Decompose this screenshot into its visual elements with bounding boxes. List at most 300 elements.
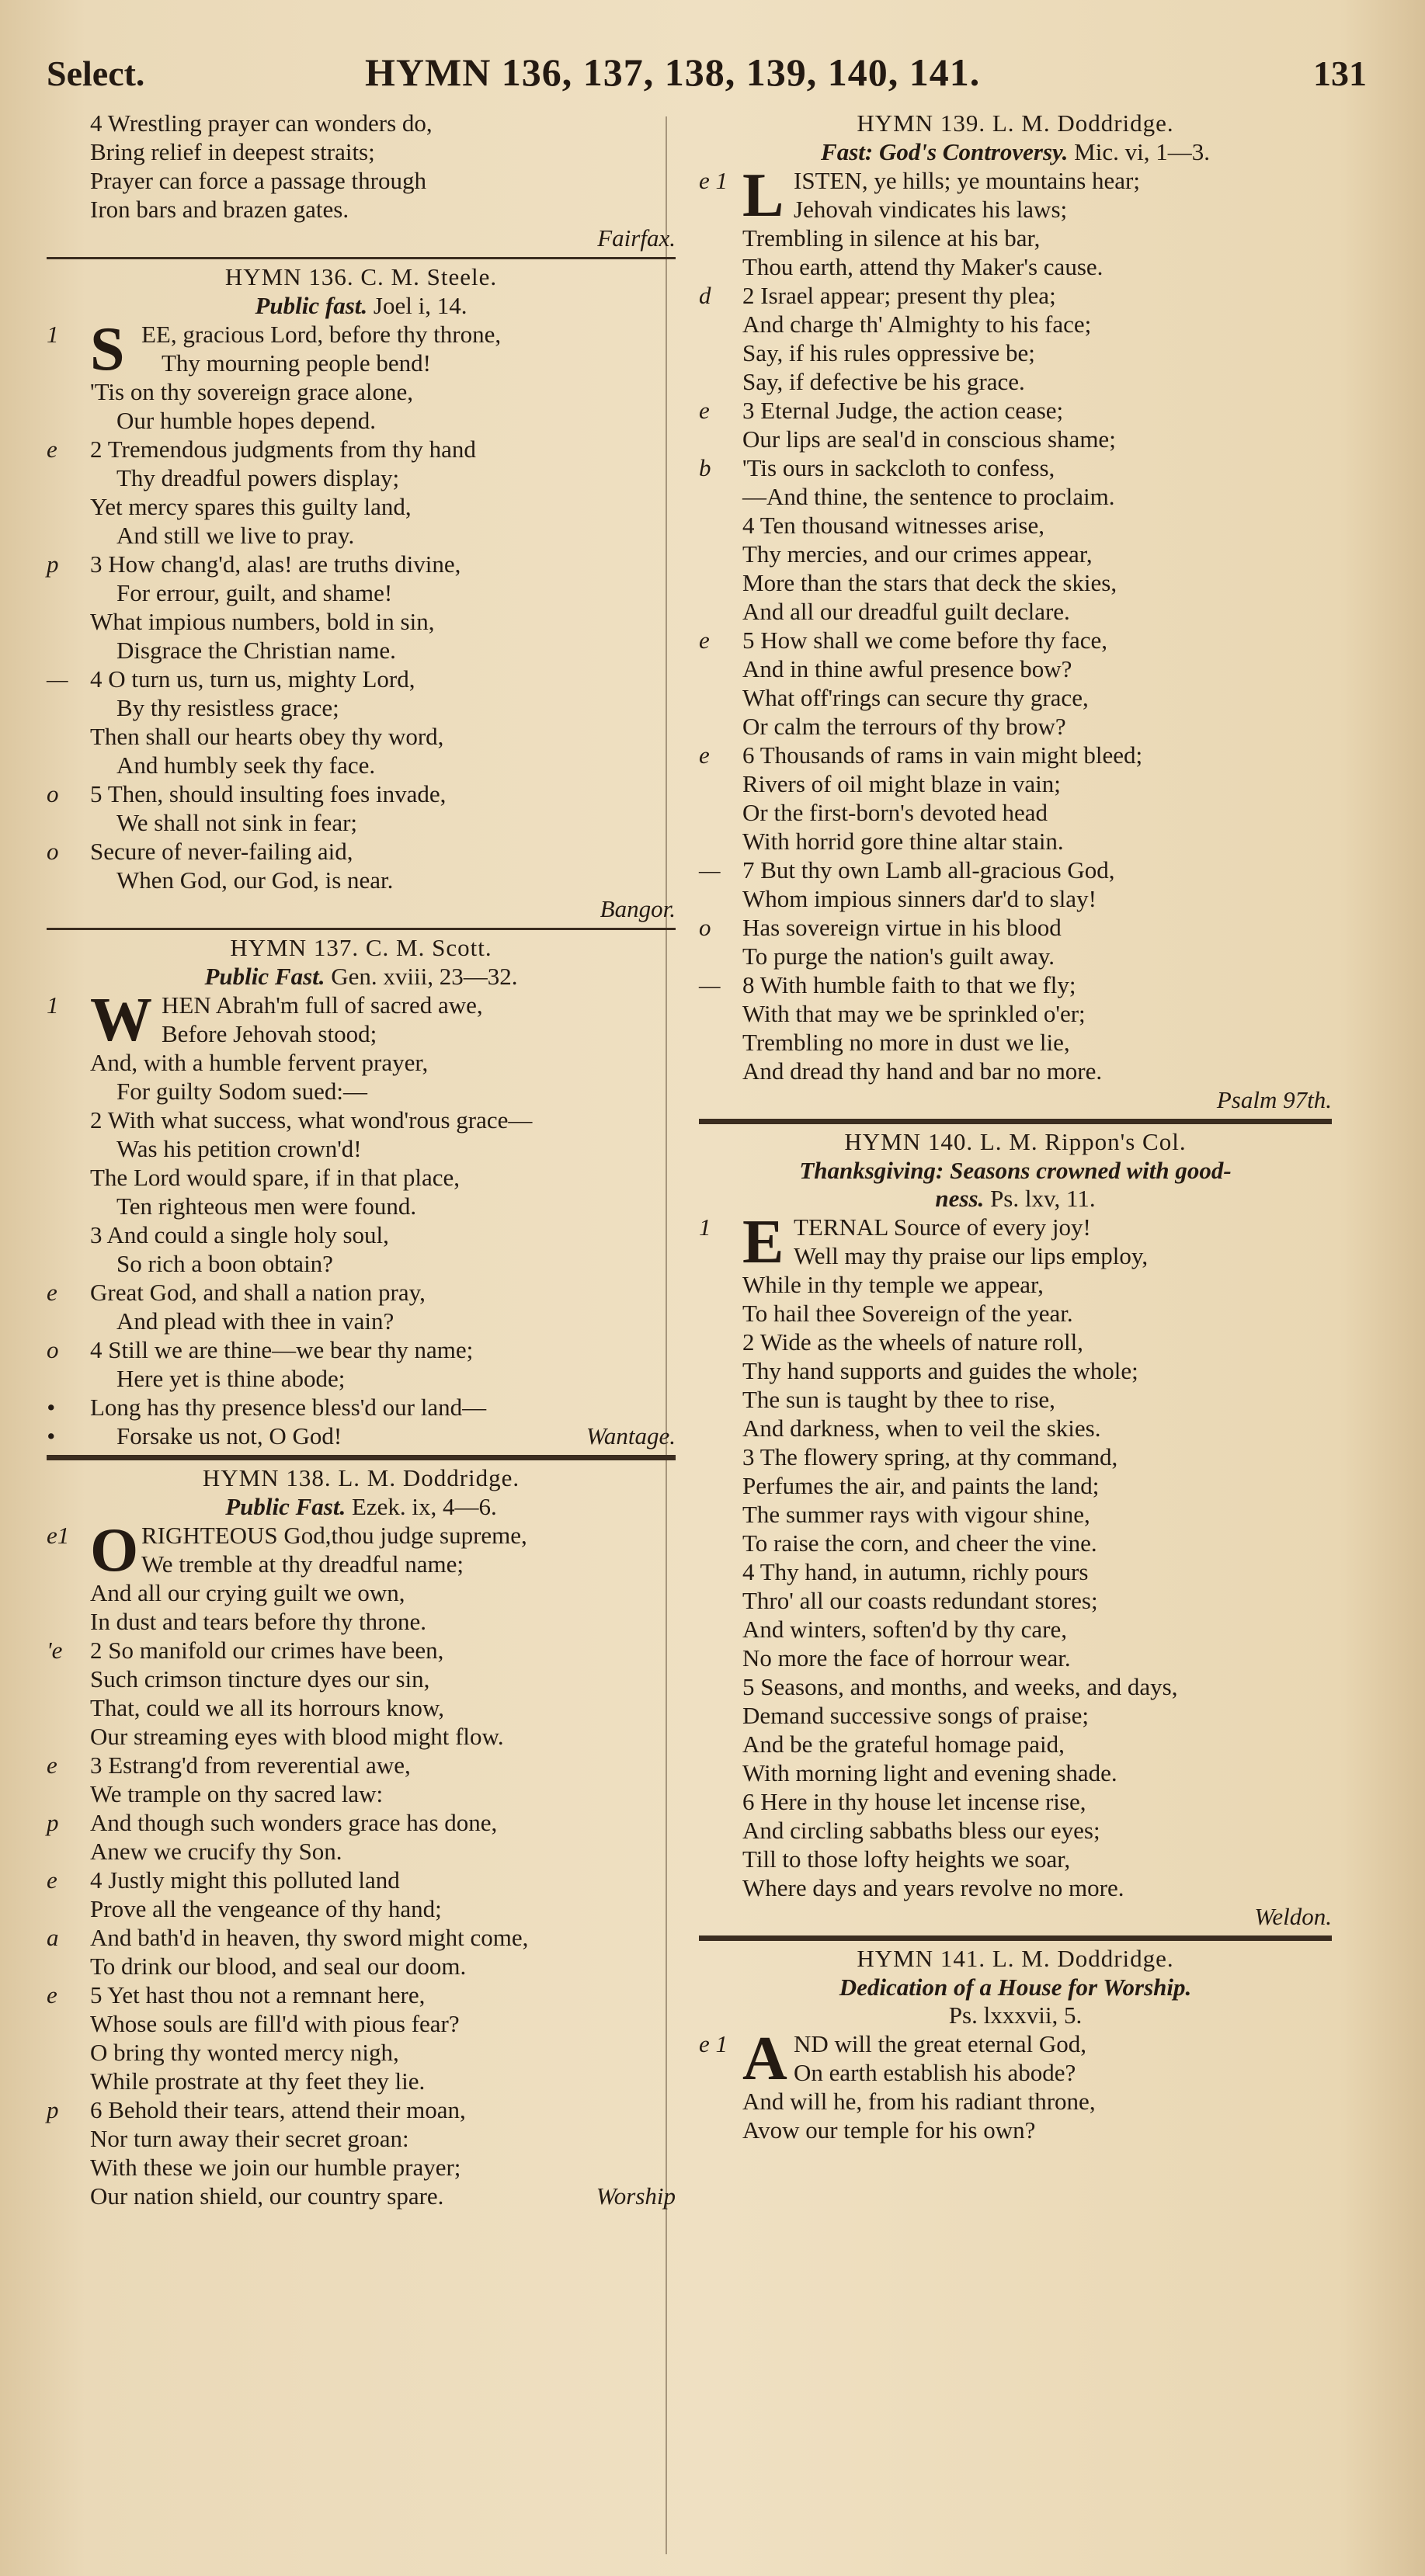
hymn-heading: HYMN 136. C. M. Steele.	[224, 263, 498, 290]
verse-line	[699, 1471, 1332, 1500]
verse-text: Trembling no more in dust we lie,	[742, 1029, 1070, 1056]
verse-text: We tremble at thy dreadful name;	[141, 1550, 464, 1578]
verse-line	[699, 1270, 1332, 1299]
verse-line	[699, 1873, 1332, 1902]
tune-name: Wantage.	[586, 1422, 676, 1449]
verse-text: 2 Israel appear; present thy plea;	[742, 282, 1056, 309]
drop-cap: S	[90, 315, 125, 384]
verse-text: And plead with thee in vain?	[116, 1307, 394, 1335]
verse-text: The sun is taught by thee to rise,	[742, 1386, 1055, 1413]
verse-text: Our lips are seal'd in conscious shame;	[742, 425, 1116, 453]
verse-text: Say, if his rules oppressive be;	[742, 339, 1035, 366]
verse-text: With that may we be sprinkled o'er;	[742, 1000, 1086, 1027]
hymn-occasion	[47, 1493, 676, 1521]
verse-text: The summer rays with vigour shine,	[742, 1501, 1090, 1528]
verse-line	[47, 166, 676, 195]
verse-text: Has sovereign virtue in his blood	[742, 914, 1062, 941]
verse-line	[47, 1866, 676, 1894]
verse-line	[47, 578, 676, 607]
hymn-occasion	[699, 1974, 1332, 2001]
scripture-ref: Ps. lxv, 11.	[990, 1185, 1096, 1212]
verse-text: 2 Tremendous judgments from thy hand	[90, 436, 476, 463]
verse-text: 3 The flowery spring, at thy command,	[742, 1443, 1118, 1470]
verse-line	[699, 1672, 1332, 1701]
occasion-text: ness.	[935, 1185, 985, 1212]
verse-text: 2 So manifold our crimes have been,	[90, 1637, 444, 1664]
verse-text: Thy mourning people bend!	[162, 349, 431, 377]
verse-text: ND will the great eternal God,	[794, 2030, 1087, 2057]
verse-text: Thy hand supports and guides the whole;	[742, 1357, 1138, 1384]
verse-text: ISTEN, ye hills; ye mountains hear;	[794, 167, 1140, 194]
verse-text: And though such wonders grace has done,	[90, 1809, 498, 1836]
verse-line	[47, 1751, 676, 1779]
verse-line	[699, 568, 1332, 597]
hymn-136	[47, 262, 676, 923]
verse-line	[699, 2058, 1332, 2087]
verse-line	[47, 779, 676, 808]
verse-mark: e1	[47, 1522, 70, 1549]
verse-text: Our streaming eyes with blood might flow.	[90, 1723, 504, 1750]
verse-text: Long has thy presence bless'd our land—	[90, 1394, 487, 1421]
hymn-heading: HYMN 140. L. M. Rippon's Col.	[844, 1128, 1187, 1155]
verse-text: On earth establish his abode?	[794, 2059, 1076, 2086]
verse-text: Forsake us not, O God!	[116, 1422, 342, 1449]
verse-line	[47, 1722, 676, 1751]
verse-text: 5 How shall we come before thy face,	[742, 627, 1107, 654]
verse-text: Trembling in silence at his bar,	[742, 224, 1041, 252]
verse-line	[47, 2153, 676, 2182]
verse-text: —And thine, the sentence to proclaim.	[742, 483, 1115, 510]
verse-line	[699, 1028, 1332, 1057]
verse-line	[47, 1693, 676, 1722]
verse-line	[47, 1578, 676, 1607]
tune-line	[699, 1085, 1332, 1114]
drop-cap: A	[742, 2025, 787, 2093]
verse-text: EE, gracious Lord, before thy throne,	[141, 321, 502, 348]
verse-text: Was his petition crown'd!	[116, 1135, 362, 1162]
verse-text: We shall not sink in fear;	[116, 809, 358, 836]
hymn-heading: HYMN 137. C. M. Scott.	[230, 934, 492, 961]
verse-line	[699, 1328, 1332, 1356]
verse-lines	[699, 2087, 1332, 2144]
verse-mark: o	[47, 838, 59, 865]
verse-text: For guilty Sodom sued:—	[116, 1078, 367, 1105]
verse-text: Rivers of oil might blaze in vain;	[742, 770, 1061, 797]
verse-text: Then shall our hearts obey thy word,	[90, 723, 444, 750]
verse-text: Avow our temple for his own?	[742, 2116, 1036, 2144]
verse-line	[699, 338, 1332, 367]
verse-line	[699, 2087, 1332, 2116]
verse-text: And be the grateful homage paid,	[742, 1731, 1065, 1758]
verse-line	[47, 1550, 676, 1578]
verse-text: Whom impious sinners dar'd to slay!	[742, 885, 1097, 912]
verse-line	[699, 712, 1332, 741]
verse-text: 2 With what success, what wond'rous grace—	[90, 1106, 533, 1134]
verse-line	[699, 741, 1332, 769]
verse-line	[699, 683, 1332, 712]
verse-text: 3 And could a single holy soul,	[90, 1221, 389, 1248]
carryover-tune-line	[47, 224, 676, 252]
verse-text: And, with a humble fervent prayer,	[90, 1049, 429, 1076]
verse-text: And circling sabbaths bless our eyes;	[742, 1817, 1100, 1844]
verse-text: Prove all the vengeance of thy hand;	[90, 1895, 442, 1922]
verse-text: To raise the corn, and cheer the vine.	[742, 1529, 1097, 1557]
verse-line	[699, 281, 1332, 310]
verse-mark: 1	[47, 991, 59, 1019]
hymn-141	[699, 1944, 1332, 2144]
scripture-ref: Ezek. ix, 4—6.	[351, 1493, 497, 1520]
verse-line	[699, 1500, 1332, 1529]
verse-text: 7 But thy own Lamb all-gracious God,	[742, 856, 1115, 884]
verse-text: HEN Abrah'm full of sacred awe,	[162, 991, 483, 1019]
verse-text: 4 Ten thousand witnesses arise,	[742, 512, 1044, 539]
verse-mark: 1	[699, 1213, 711, 1241]
verse-text: What off'rings can secure thy grace,	[742, 684, 1089, 711]
right-column	[699, 109, 1332, 2144]
verse-line	[47, 837, 676, 866]
verse-line	[699, 1241, 1332, 1270]
scripture-ref: Ps. lxxxvii, 5.	[948, 2001, 1083, 2029]
verse-line	[699, 769, 1332, 798]
verse-line	[47, 435, 676, 463]
verse-line	[699, 1586, 1332, 1615]
verse-mark: p	[47, 2096, 59, 2123]
hymn-140	[699, 1127, 1332, 1931]
verse-text: 4 Thy hand, in autumn, richly pours	[742, 1558, 1089, 1585]
verse-text: 4 O turn us, turn us, mighty Lord,	[90, 665, 415, 693]
verse-line	[47, 137, 676, 166]
verse-line	[699, 425, 1332, 453]
verse-mark: e 1	[699, 2030, 728, 2057]
verse-lines	[47, 1578, 676, 2210]
verse-line	[47, 1607, 676, 1636]
verse-text: 5 Seasons, and months, and weeks, and days,	[742, 1673, 1178, 1700]
verse-text: Demand successive songs of praise;	[742, 1702, 1089, 1729]
verse-mark: d	[699, 282, 711, 309]
section-rule	[699, 1119, 1332, 1124]
verse-text: To drink our blood, and seal our doom.	[90, 1953, 467, 1980]
verse-text: With horrid gore thine altar stain.	[742, 828, 1064, 855]
verse-line	[699, 396, 1332, 425]
verse-mark: e	[47, 1751, 57, 1779]
verse-line	[699, 1845, 1332, 1873]
verse-line	[47, 665, 676, 693]
verse-line	[47, 1220, 676, 1249]
verse-line	[47, 722, 676, 751]
verse-mark: e	[47, 1981, 57, 2008]
occasion-text: Dedication of a House for Worship.	[839, 1974, 1192, 2001]
verse-text: Nor turn away their secret groan:	[90, 2125, 409, 2152]
verse-text: Jehovah vindicates his laws;	[794, 196, 1068, 223]
verse-mark: e	[47, 1866, 57, 1894]
verse-line	[699, 1816, 1332, 1845]
tune-line	[47, 894, 676, 923]
verse-line	[47, 751, 676, 779]
verse-line	[699, 195, 1332, 224]
verse-line	[699, 540, 1332, 568]
verse-line	[47, 1163, 676, 1192]
verse-lines	[699, 1270, 1332, 1902]
verse-mark: o	[47, 1336, 59, 1363]
verse-line	[47, 1779, 676, 1808]
verse-line	[699, 1644, 1332, 1672]
verse-text: Great God, and shall a nation pray,	[90, 1279, 426, 1306]
verse-text: And still we live to pray.	[116, 522, 355, 549]
verse-mark: —	[47, 665, 68, 693]
verse-line	[699, 1442, 1332, 1471]
verse-line	[699, 1730, 1332, 1758]
verse-line	[47, 693, 676, 722]
verse-line	[47, 2038, 676, 2067]
verse-line	[699, 453, 1332, 482]
verse-text: And charge th' Almighty to his face;	[742, 311, 1092, 338]
section-rule	[699, 1935, 1332, 1941]
verse-line	[47, 195, 676, 224]
verse-text: 3 Eternal Judge, the action cease;	[742, 397, 1064, 424]
verse-mark: —	[699, 856, 721, 884]
verse-mark: o	[699, 914, 711, 941]
section-rule	[47, 1455, 676, 1460]
verse-line	[47, 1278, 676, 1307]
verse-text: With these we join our humble prayer;	[90, 2154, 461, 2181]
verse-text: 3 Estrang'd from reverential awe,	[90, 1751, 411, 1779]
verse-line	[699, 798, 1332, 827]
verse-text: Whose souls are fill'd with pious fear?	[90, 2010, 460, 2037]
verse-text: And all our dreadful guilt declare.	[742, 598, 1070, 625]
verse-line	[47, 1393, 676, 1422]
verse-line	[699, 827, 1332, 856]
verse-line	[47, 1952, 676, 1981]
drop-cap: W	[90, 986, 152, 1054]
verse-line	[47, 1335, 676, 1364]
verse-line	[699, 970, 1332, 999]
verse-line	[47, 2009, 676, 2038]
verse-text: Disgrace the Christian name.	[116, 637, 396, 664]
verse-text: Bring relief in deepest straits;	[90, 138, 375, 165]
verse-mark: e	[699, 627, 710, 654]
verse-line	[699, 856, 1332, 884]
verse-text: Well may thy praise our lips employ,	[794, 1242, 1149, 1269]
verse-mark: 'e	[47, 1637, 63, 1664]
verse-text: Prayer can force a passage through	[90, 167, 426, 194]
verse-line	[699, 1385, 1332, 1414]
hymn-occasion	[47, 292, 676, 320]
verse-text: And will he, from his radiant throne,	[742, 2088, 1096, 2115]
verse-mark: p	[47, 550, 59, 578]
verse-text: Ten righteous men were found.	[116, 1193, 417, 1220]
verse-text: 6 Here in thy house let incense rise,	[742, 1788, 1086, 1815]
verse-line	[699, 310, 1332, 338]
verse-text: The Lord would spare, if in that place,	[90, 1164, 461, 1191]
drop-cap: E	[742, 1208, 784, 1276]
tune-name: Weldon.	[1254, 1903, 1332, 1930]
verse-line	[47, 808, 676, 837]
verse-text: With morning light and evening shade.	[742, 1759, 1117, 1786]
hymn-137	[47, 933, 676, 1450]
running-head	[47, 47, 1367, 101]
verse-line	[699, 884, 1332, 913]
verse-text: 5 Then, should insulting foes invade,	[90, 780, 447, 807]
tune-name: Bangor.	[600, 895, 676, 922]
verse-text: While in thy temple we appear,	[742, 1271, 1044, 1298]
occasion-text: Public Fast.	[204, 963, 325, 990]
verse-text: 6 Thousands of rams in vain might bleed;	[742, 741, 1143, 769]
verse-line	[47, 109, 676, 137]
verse-text: More than the stars that deck the skies,	[742, 569, 1117, 596]
verse-line	[47, 1077, 676, 1106]
verse-line	[47, 1665, 676, 1693]
verse-mark: e	[47, 436, 57, 463]
verse-line	[699, 511, 1332, 540]
verse-line	[47, 1636, 676, 1665]
verse-text: Before Jehovah stood;	[162, 1020, 377, 1047]
verse-line	[699, 1787, 1332, 1816]
verse-line	[699, 1615, 1332, 1644]
verse-lines	[47, 1048, 676, 1450]
verse-line	[699, 1057, 1332, 1085]
verse-line	[47, 607, 676, 636]
verse-text: To hail thee Sovereign of the year.	[742, 1300, 1073, 1327]
hymn-heading: HYMN 139. L. M. Doddridge.	[857, 109, 1174, 137]
verse-line	[47, 1981, 676, 2009]
drop-cap: O	[90, 1516, 139, 1585]
verse-text: Where days and years revolve no more.	[742, 1874, 1124, 1901]
verse-text: Iron bars and brazen gates.	[90, 196, 349, 223]
hymn-range-title: HYMN 136, 137, 138, 139, 140, 141.	[365, 50, 981, 94]
verse-text: RIGHTEOUS God,thou judge supreme,	[141, 1522, 527, 1549]
verse-line	[699, 482, 1332, 511]
verse-text: Thy mercies, and our crimes appear,	[742, 540, 1093, 568]
scripture-ref: Mic. vi, 1—3.	[1074, 138, 1210, 165]
verse-mark: b	[699, 454, 711, 481]
verse-line	[699, 1529, 1332, 1557]
verse-text: And all our crying guilt we own,	[90, 1579, 405, 1606]
verse-line	[47, 521, 676, 550]
verse-text: While prostrate at thy feet they lie.	[90, 2067, 426, 2095]
verse-mark: a	[47, 1924, 59, 1951]
verse-text: 4 Justly might this polluted land	[90, 1866, 400, 1894]
occasion-text: Fast: God's Controversy.	[821, 138, 1069, 165]
verse-text: 5 Yet hast thou not a remnant here,	[90, 1981, 426, 2008]
section-label: Select.	[47, 54, 145, 93]
verse-line	[699, 1356, 1332, 1385]
verse-line	[47, 1923, 676, 1952]
verse-text: Thou earth, attend thy Maker's cause.	[742, 253, 1104, 280]
verse-lines	[699, 224, 1332, 1085]
verse-mark: e	[699, 741, 710, 769]
verse-text: To purge the nation's guilt away.	[742, 943, 1055, 970]
verse-line	[699, 252, 1332, 281]
verse-line	[699, 913, 1332, 942]
verse-text: So rich a boon obtain?	[116, 1250, 333, 1277]
verse-line	[699, 1557, 1332, 1586]
verse-line	[47, 463, 676, 492]
verse-text: TERNAL Source of every joy!	[794, 1213, 1091, 1241]
verse-text: For errour, guilt, and shame!	[116, 579, 393, 606]
verse-text: And darkness, when to veil the skies.	[742, 1415, 1101, 1442]
verse-line	[699, 654, 1332, 683]
verse-line	[47, 1364, 676, 1393]
verse-mark: 1	[47, 321, 59, 348]
verse-text: And in thine awful presence bow?	[742, 655, 1072, 682]
verse-text: That, could we all its horrours know,	[90, 1694, 445, 1721]
tune-line	[699, 1902, 1332, 1931]
verse-mark: e	[699, 397, 710, 424]
verse-line	[699, 1701, 1332, 1730]
verse-line	[47, 550, 676, 578]
verse-text: And bath'd in heaven, thy sword might come,	[90, 1924, 529, 1951]
verse-text: Secure of never-failing aid,	[90, 838, 353, 865]
page-number: 131	[1313, 54, 1367, 93]
verse-text: Say, if defective be his grace.	[742, 368, 1025, 395]
verse-line	[47, 1894, 676, 1923]
verse-text: And winters, soften'd by thy care,	[742, 1616, 1067, 1643]
verse-text: Thy dreadful powers display;	[116, 464, 400, 491]
verse-text: Our humble hopes depend.	[116, 407, 377, 434]
verse-line	[47, 1048, 676, 1077]
verse-line	[47, 1192, 676, 1220]
verse-line	[699, 367, 1332, 396]
hymn-occasion	[699, 1157, 1332, 1185]
verse-text: 4 Still we are thine—we bear thy name;	[90, 1336, 474, 1363]
verse-text: 6 Behold their tears, attend their moan,	[90, 2096, 466, 2123]
verse-line	[47, 1837, 676, 1866]
verse-text: We trample on thy sacred law:	[90, 1780, 384, 1807]
verse-line	[47, 377, 676, 406]
tune-line	[47, 2182, 676, 2210]
verse-line	[699, 999, 1332, 1028]
verse-line	[699, 626, 1332, 654]
verse-line	[699, 2116, 1332, 2144]
occasion-text: Public fast.	[255, 292, 368, 319]
verse-mark: •	[47, 1422, 55, 1449]
hymn-139	[699, 109, 1332, 1114]
verse-text: Yet mercy spares this guilty land,	[90, 493, 412, 520]
drop-cap: L	[742, 161, 784, 230]
verse-line	[47, 1106, 676, 1134]
verse-text: What impious numbers, bold in sin,	[90, 608, 435, 635]
verse-text: Till to those lofty heights we soar,	[742, 1845, 1071, 1873]
verse-text: Such crimson tincture dyes our sin,	[90, 1665, 430, 1692]
verse-line	[699, 1758, 1332, 1787]
verse-text: Or calm the terrours of thy brow?	[742, 713, 1066, 740]
hymn-heading: HYMN 141. L. M. Doddridge.	[857, 1945, 1174, 1972]
verse-text: No more the face of horrour wear.	[742, 1644, 1071, 1672]
verse-text: Perfumes the air, and paints the land;	[742, 1472, 1100, 1499]
hymn-heading: HYMN 138. L. M. Doddridge.	[202, 1464, 520, 1491]
verse-lines	[47, 377, 676, 894]
verse-text: Our nation shield, our country spare.	[90, 2182, 444, 2210]
verse-text: 8 With humble faith to that we fly;	[742, 971, 1076, 998]
verse-line	[699, 1299, 1332, 1328]
verse-text: And dread thy hand and bar no more.	[742, 1057, 1103, 1085]
verse-mark: —	[699, 971, 721, 998]
occasion-text: Thanksgiving: Seasons crowned with good-	[799, 1157, 1232, 1184]
verse-text: 'Tis ours in sackcloth to confess,	[742, 454, 1055, 481]
verse-text: O bring thy wonted mercy nigh,	[90, 2039, 399, 2066]
left-column	[47, 109, 676, 2210]
verse-text: 2 Wide as the wheels of nature roll,	[742, 1328, 1083, 1356]
verse-text: 3 How chang'd, alas! are truths divine,	[90, 550, 461, 578]
verse-line	[699, 942, 1332, 970]
section-rule	[47, 257, 676, 259]
verse-line	[47, 636, 676, 665]
verse-line	[699, 224, 1332, 252]
verse-text: Here yet is thine abode;	[116, 1365, 346, 1392]
verse-text: And humbly seek thy face.	[116, 752, 376, 779]
verse-text: In dust and tears before thy throne.	[90, 1608, 427, 1635]
verse-line	[47, 866, 676, 894]
